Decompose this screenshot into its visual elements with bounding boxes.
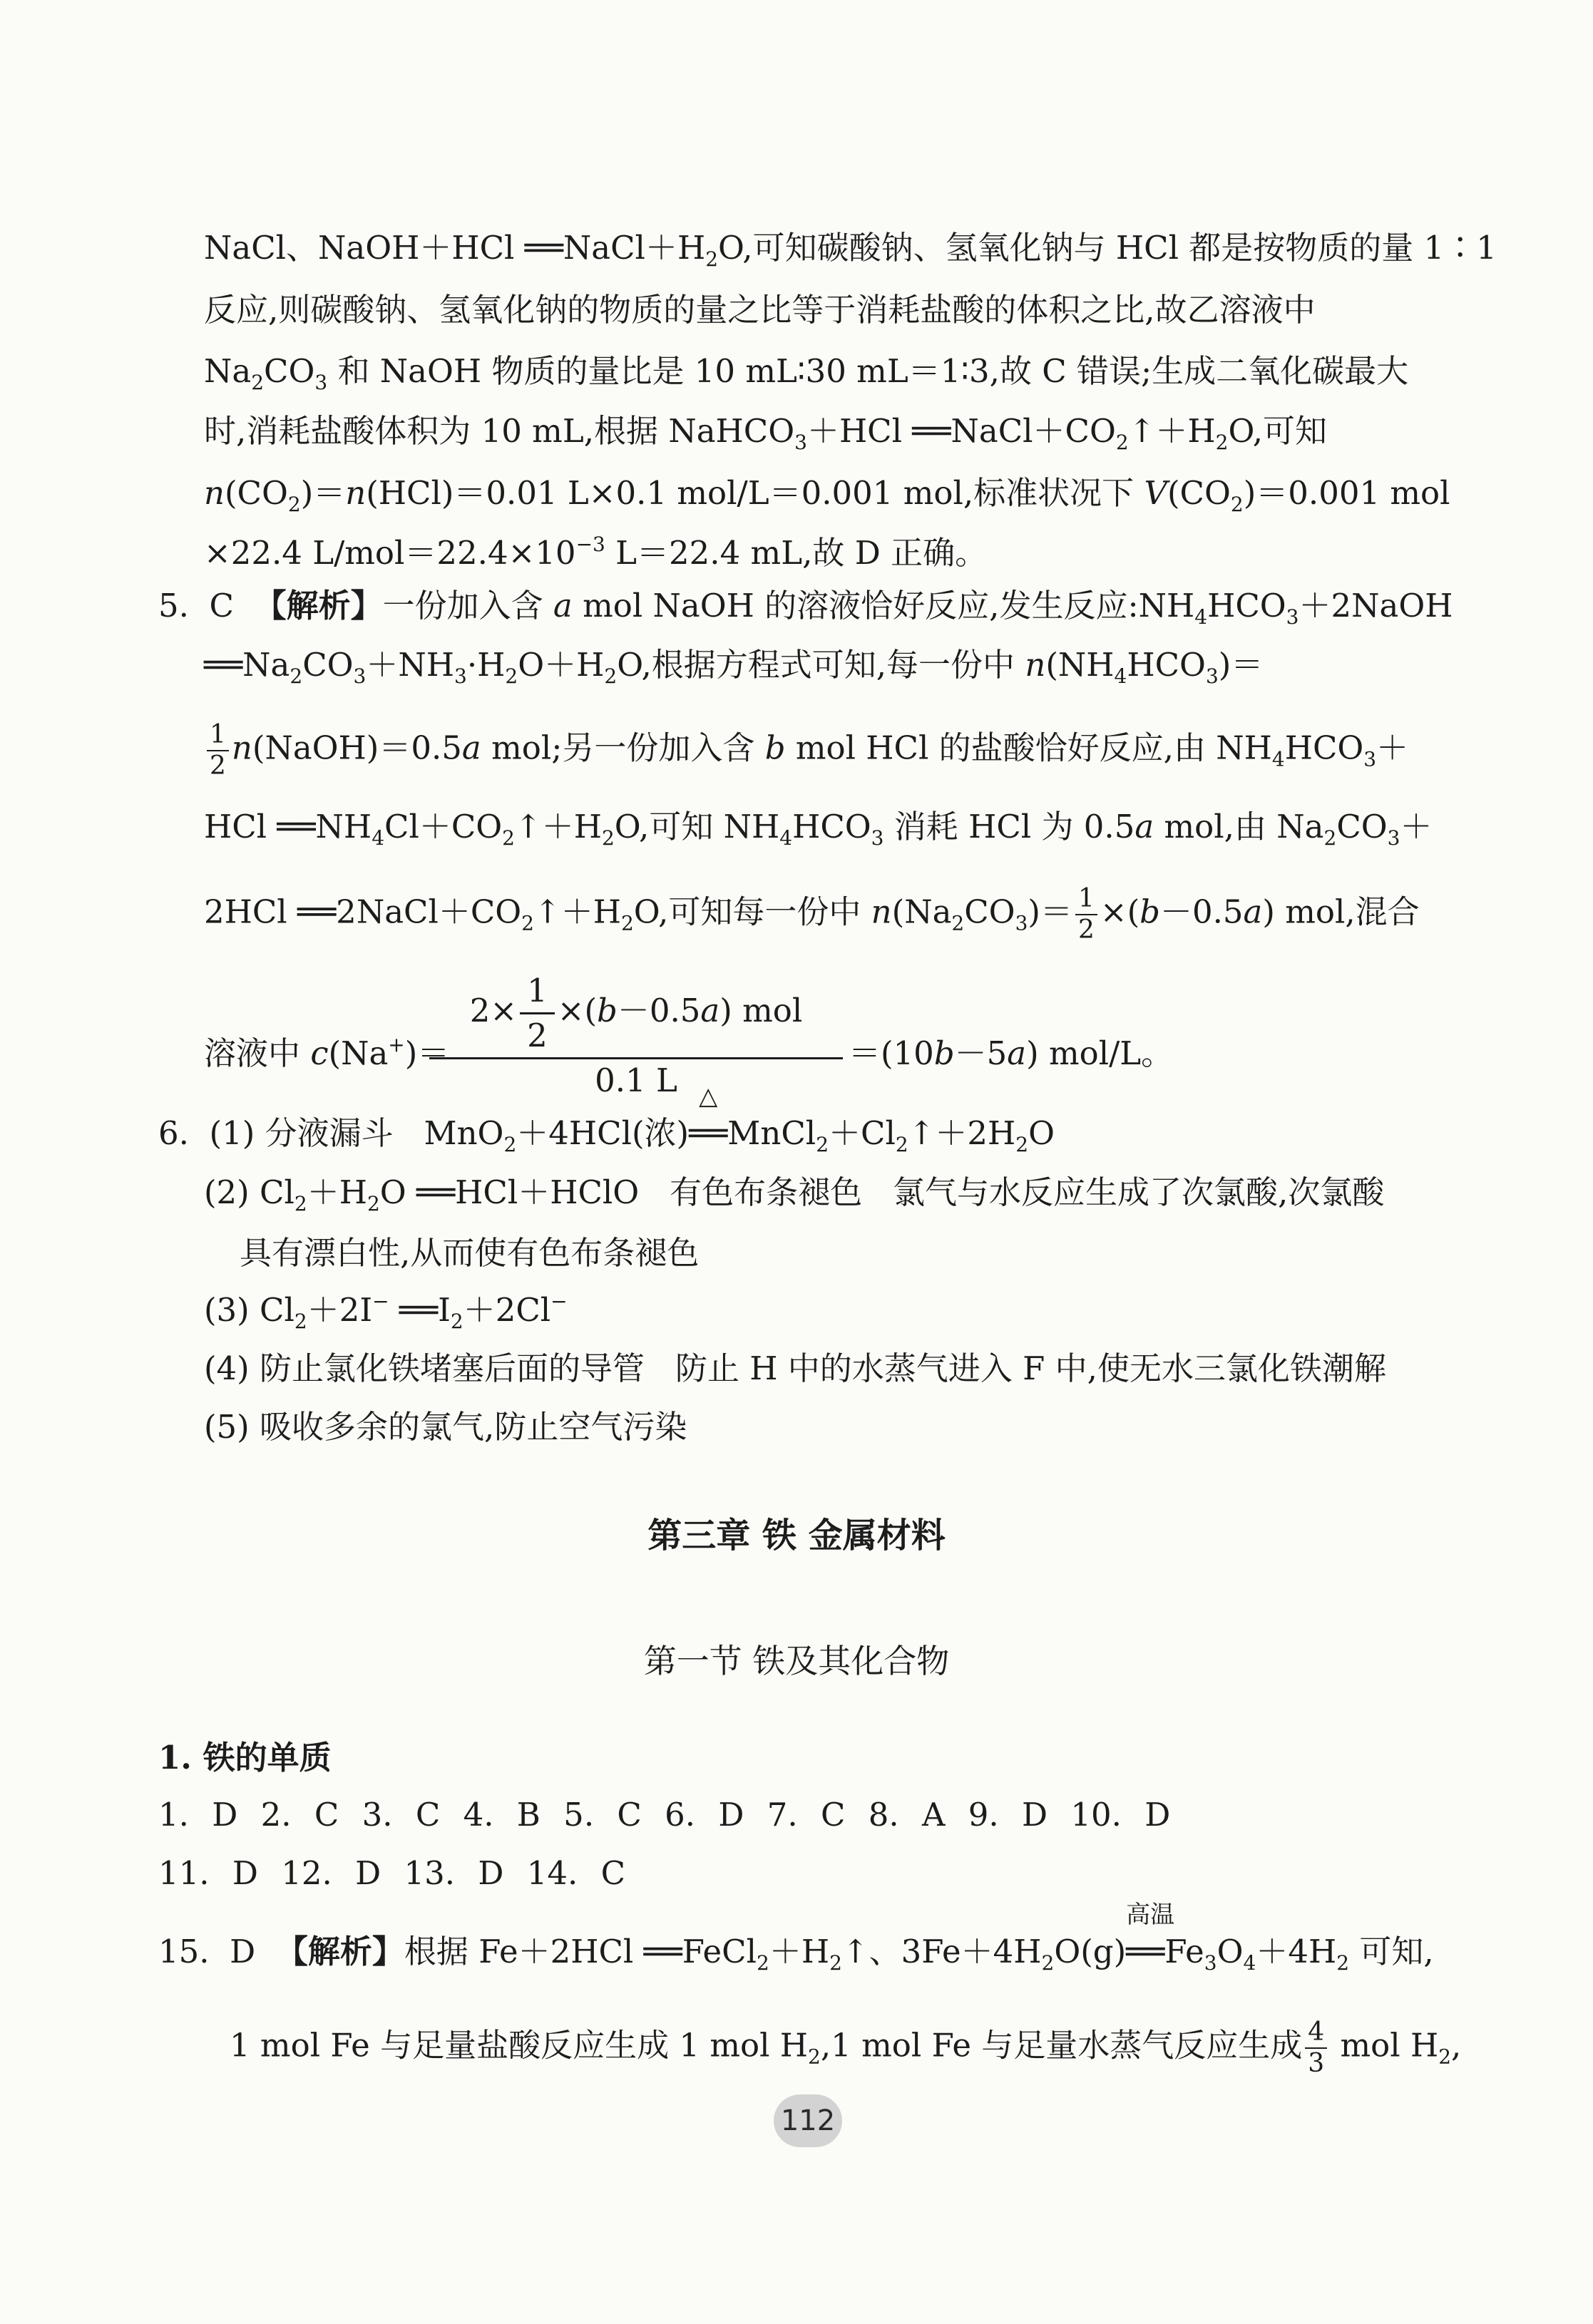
section-title: 第一节 铁及其化合物 bbox=[643, 1642, 950, 1680]
q5-line-6-prefix: 溶液中 c(Na+)＝ bbox=[204, 1033, 450, 1072]
sodium-concentration-fraction: 2× $\frac{1}{2}$ ×(b－0.5a) mol 0.1 L bbox=[429, 970, 843, 1102]
q5-line-2: $══Na_2CO_3+NH_3\cdot H_2O+H_2O$,根据方程式可知,每一份中 $n(NH_4HCO_3)=$ bbox=[204, 646, 1264, 688]
q6-line-6: (5) 吸收多余的氯气,防止空气污染 bbox=[204, 1408, 687, 1446]
answers-row-2: 11. D 12. D 13. D 14. C bbox=[158, 1854, 626, 1892]
answers-row-1: 1. D 2. C 3. C 4. B 5. C 6. D 7. C 8. A 9. D 10. D bbox=[158, 1796, 1171, 1834]
q5-line-4: HCl $══NH_4Cl+CO_2↑+H_2O$,可知 $NH_4HCO_3$ 消耗 HCl 为 0.5a mol,由 $Na_2CO_3+$ bbox=[204, 808, 1433, 850]
chapter-title: 第三章 铁 金属材料 bbox=[647, 1516, 946, 1556]
subsection-title: 1. 铁的单质 bbox=[158, 1739, 332, 1777]
text-line-6: ×22.4 $L/mol=22.4\times 10^{-3}$ L＝22.4 mL,故 D 正确。 bbox=[204, 533, 988, 572]
q6-line-1: 6. (1) 分液漏斗 MnO$_2$＋4HCl(浓) △ $══MnCl_2+Cl_2↑+2H_2O$ bbox=[158, 1082, 1055, 1156]
fraction-half: $\frac{1}{2}$ bbox=[1075, 884, 1097, 945]
q5-line-3: $\frac{1}{2}$ n(NaOH)＝0.5a mol;另一份加入含 b mol HCl 的盐酸恰好反应,由 $NH_4HCO_3+$ bbox=[204, 720, 1408, 781]
text-line-5: $n(CO_2)=n(HCl)=0.01$ L×0.1 mol/L＝0.001 mol,标准状况下 $V(CO_2)=0.001$ mol bbox=[204, 474, 1450, 516]
q15-line-2: 1 mol Fe 与足量盐酸反应生成 1 mol $H_2,1$ mol Fe 与足量水蒸气反应生成 $\frac{4}{3}$ mol $H_2$, bbox=[230, 2017, 1462, 2078]
q5-line-5: 2HCl $══2NaCl+CO_2↑+H_2O$,可知每一份中 $n(Na_2CO_3)=$ $\frac{1}{2}$ ×(b－0.5a) mol,混合 bbox=[204, 884, 1420, 945]
q6-line-4: (3) $Cl_2+2I^-$ $══I_2+2Cl^-$ bbox=[204, 1290, 568, 1333]
q6-line-2: (2) $Cl_2+H_2O$ ══HCl＋HClO 有色布条褪色 氯气与水反应生成了次氯酸,次氯酸 bbox=[204, 1173, 1385, 1215]
text-line-1: NaCl、NaOH＋HCl $══NaCl+H_2O$,可知碳酸钠、氢氧化钠与 HCl 都是按物质的量 1∶1 bbox=[204, 229, 1497, 271]
page-number: 112 bbox=[774, 2094, 842, 2147]
q6-line-5: (4) 防止氯化铁堵塞后面的导管 防止 H 中的水蒸气进入 F 中,使无水三氯化铁潮解 bbox=[204, 1349, 1386, 1387]
fraction-four-thirds: $\frac{4}{3}$ bbox=[1305, 2017, 1327, 2079]
q5-line-1: 5. C 【解析】一份加入含 a mol NaOH 的溶液恰好反应,发生反应$:NH_4HCO_3+2NaOH$ bbox=[158, 587, 1453, 629]
fraction-half: $\frac{1}{2}$ bbox=[207, 720, 229, 781]
q5-line-6-suffix: ＝(10b－5a) mol/L。 bbox=[849, 1034, 1174, 1072]
q6-line-3: 具有漂白性,从而使有色布条褪色 bbox=[240, 1234, 700, 1272]
text-line-3: $Na_2CO_3$ 和 NaOH 物质的量比是 10 mL∶30 mL＝1∶3,故 C 错误;生成二氧化碳最大 bbox=[204, 352, 1409, 394]
text-line-4: 时,消耗盐酸体积为 10 mL,根据 NaHCO$_3$＋HCl $══NaCl+CO_2↑+H_2O$,可知 bbox=[204, 412, 1328, 454]
q15-line-1: 15. D 【解析】根据 Fe＋2HCl $══FeCl_2+H_2↑$、$3Fe+4H_2O(g)$ 高温 $══Fe_3O_4+4H_2$ 可知, bbox=[158, 1901, 1434, 1975]
text-line-2: 反应,则碳酸钠、氢氧化钠的物质的量之比等于消耗盐酸的体积之比,故乙溶液中 bbox=[204, 291, 1316, 329]
